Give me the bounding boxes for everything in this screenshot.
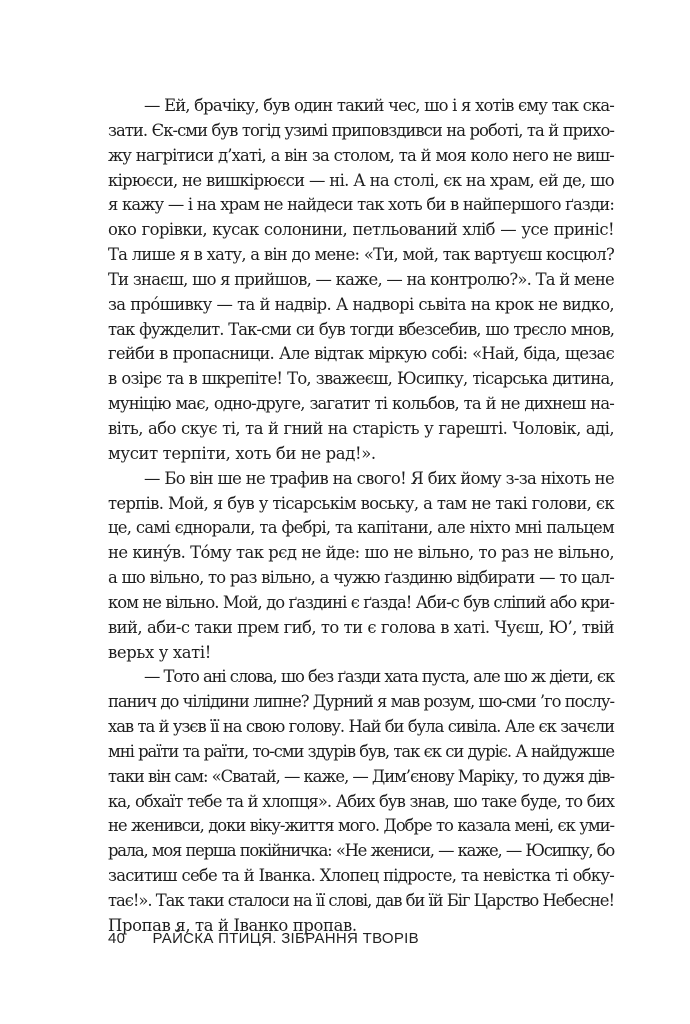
- text-line: не женивси, доки віку-життя мого. Добре то казала мені, єк уми-: [108, 816, 614, 836]
- text-line: мусит терпіти, хоть би не рад!».: [108, 443, 376, 463]
- running-title: РАЙСКА ПТИЦЯ. ЗІБРАННЯ ТВОРІВ: [152, 930, 419, 947]
- text-line: ком не вільно. Мой, до ґаздині є ґазда! Аби-с був сліпий або кри-: [108, 592, 614, 612]
- text-line: гейби в пропасници. Але відтак міркую собі: «Най, біда, щезає: [108, 344, 614, 364]
- text-line: а шо вільно, то раз вільно, а чужю ґаздиню відбирати — то цал-: [108, 568, 614, 588]
- body-text: [108, 94, 614, 939]
- text-line: терпів. Мой, я був у тісарськім воську, а там не такі голови, єк: [108, 493, 614, 513]
- text-line: в озірє та в шкрепіте! То, зважеєш, Юсипку, тісарська дитина,: [108, 369, 614, 389]
- text-line: віть, або скує ті, та й гний на старість у гарешті. Чоловік, аді,: [108, 418, 614, 438]
- text-line: рала, моя перша покійничка: «Не жениси, — каже, — Юсипку, бо: [108, 841, 614, 861]
- paragraph: [108, 665, 614, 938]
- text-line: таки він сам: «Сватай, — каже, — Дим’єнову Маріку, то дужя дів-: [108, 766, 614, 786]
- text-line: вий, аби-с таки прем гиб, то ти є голова в хаті. Чуєш, Ю’, твій: [108, 617, 614, 637]
- text-line: зати. Єк-сми був тогід узимі приповздивси на роботі, та й прихо-: [108, 120, 614, 140]
- text-line: це, самі єднорали, та фебрі, та капітани, але ніхто мні пальцем: [108, 518, 614, 538]
- text-line: око горівки, кусак солонини, петльований хліб — усе приніс!: [108, 220, 614, 240]
- text-line: жу нагрітиси д’хаті, а він за столом, та й моя коло него не виш-: [108, 145, 614, 165]
- paragraph: [108, 467, 614, 666]
- text-line: я кажу — і на храм не найдеси так хоть би в найпершого ґазди:: [108, 195, 614, 215]
- text-line: ка, обхаїт тебе та й хлопця». Абих був знав, шо таке буде, то бих: [108, 791, 614, 811]
- text-line: Та лише я в хату, а він до мене: «Ти, мой, так вартуєш косцюл?: [108, 245, 614, 265]
- text-line: панич до чілідини липне? Дурний я мав розум, шо-сми ’го послу-: [108, 692, 614, 712]
- text-line: Ти знаєш, шо я прийшов, — каже, — на контролю?». Та й мене: [108, 269, 614, 289]
- text-line: мні раїти та раїти, то-сми здурів був, так єк си дуріє. А найдужше: [108, 741, 614, 761]
- text-line: верьх у хаті!: [108, 642, 212, 662]
- text-line: за прóшивку — та й надвір. А надворі сьвіта на крок не видко,: [108, 294, 614, 314]
- text-line: — Тото ані слова, шо без ґазди хата пуста, але шо ж діети, єк: [144, 667, 614, 687]
- text-line: — Ей, брачіку, був один такий чес, шо і я хотів єму так ска-: [144, 96, 614, 115]
- text-line: заситиш себе та й Іванка. Хлопец підросте, та невістка ті обку-: [108, 866, 614, 886]
- text-line: кірюєси, не вишкірюєси — ні. А на столі, єк на храм, ей де, шо: [108, 170, 614, 190]
- paragraph: [108, 94, 614, 467]
- text-line: — Бо він ше не трафив на свого! Я бих йому з-за ніхоть не: [144, 468, 614, 488]
- text-line: так фужделит. Так-сми си був тогди вбезсебив, шо трєсло мнов,: [108, 319, 614, 339]
- text-line: тає!». Так таки сталоси на її слові, дав би їй Біг Царство Небесне!: [108, 891, 614, 910]
- text-line: не кину́в. То́му так рєд не йде: шо не вільно, то раз не вільно,: [108, 543, 614, 563]
- page-number: 40: [108, 930, 126, 947]
- text-line: хав та й узєв її на свою голову. Най би була сивіла. Але єк зачєли: [108, 717, 614, 737]
- text-line: муніцію має, одно-друге, загатит ті кольбов, та й не дихнеш на-: [108, 394, 614, 414]
- text-line: Пропав я, та й Іванко пропав.: [108, 915, 357, 935]
- page-footer: [108, 930, 419, 947]
